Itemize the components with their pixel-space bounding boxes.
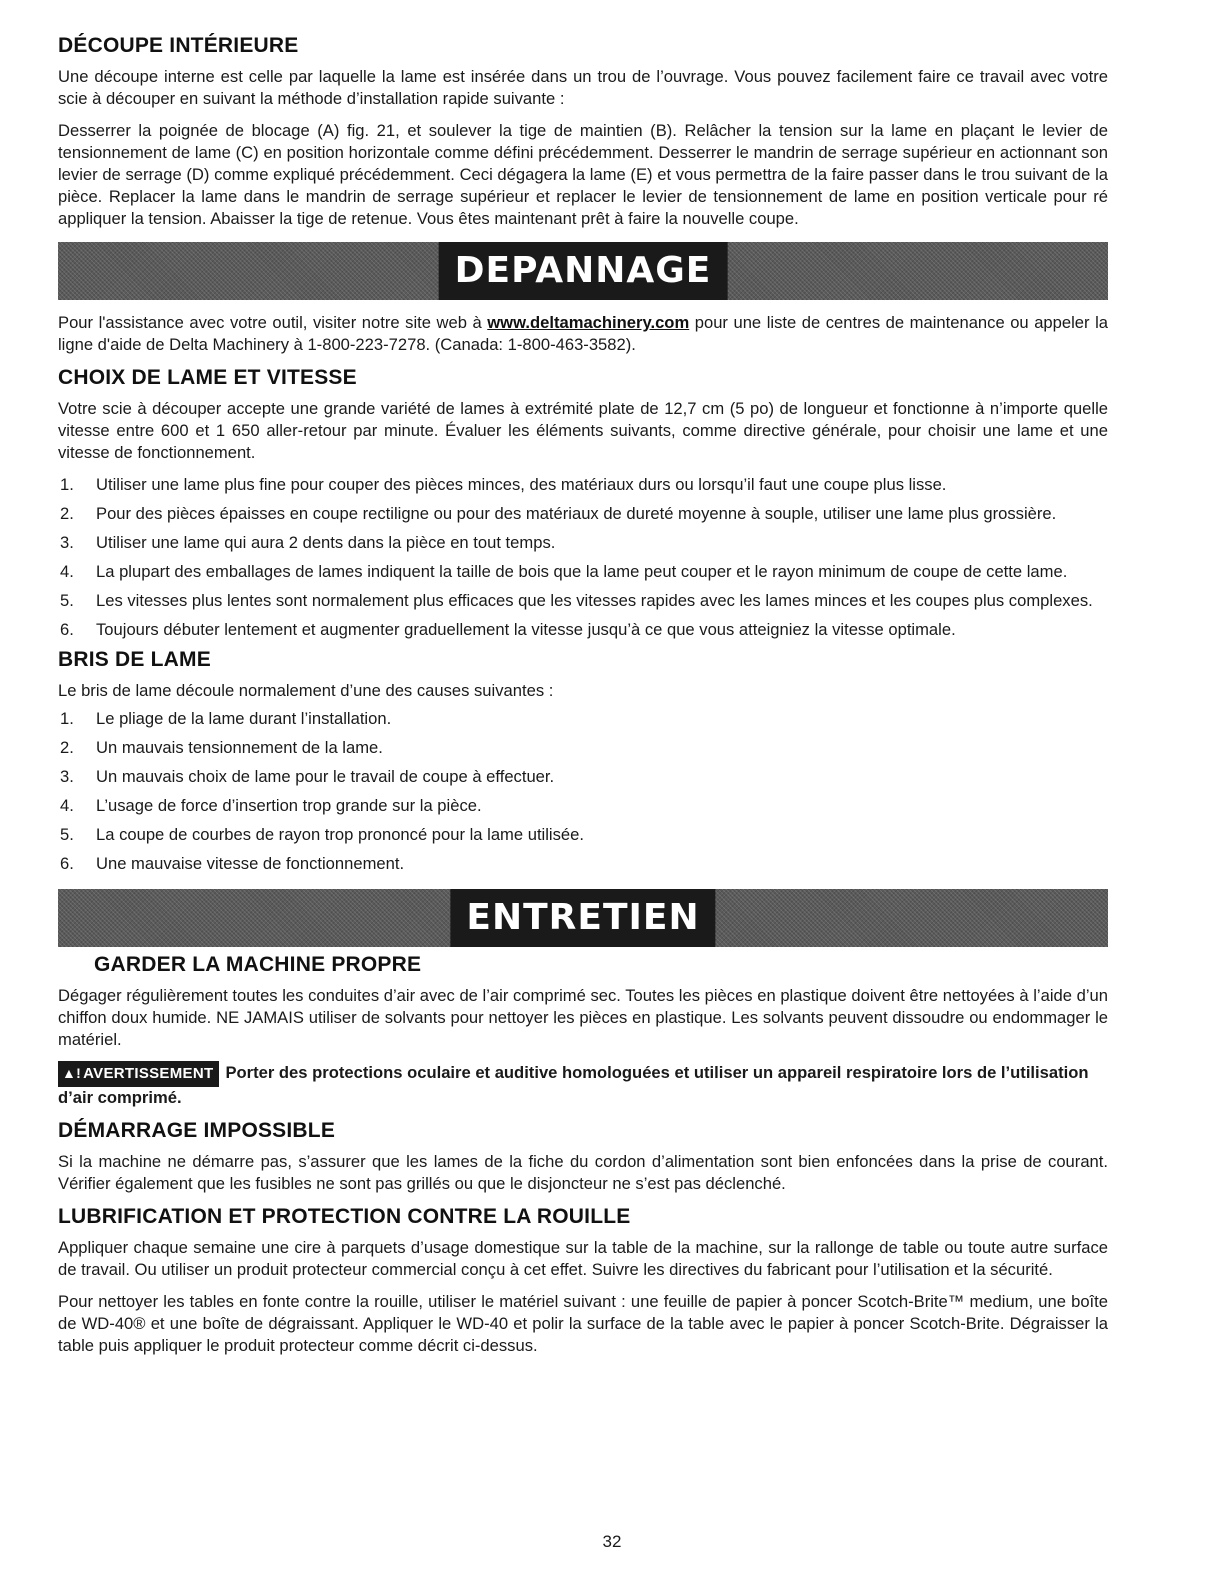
list-item-number: 5. (60, 825, 74, 844)
list-item-text: Utiliser une lame plus fine pour couper des pièces minces, des matériaux durs ou lorsqu’il faut une coupe plus lisse. (96, 475, 947, 494)
list-item-number: 2. (60, 738, 74, 757)
depannage-intro (58, 312, 1108, 356)
list-item-text: Le pliage de la lame durant l’installation. (96, 709, 392, 728)
list-item-text: La coupe de courbes de rayon trop prononcé pour la lame utilisée. (96, 825, 584, 844)
page-number: 32 (602, 1532, 622, 1551)
list-item-number: 4. (60, 796, 74, 815)
list-item (58, 737, 1108, 759)
depannage-intro-after: pour une liste de centres de maintenance ou appeler la ligne d'aide de Delta Machinery à 1-800-223-7278. (Canada: 1-800-463-3582). (58, 313, 1108, 354)
depannage-banner (58, 242, 1108, 300)
list-item-number: 5. (60, 591, 74, 610)
section-title-demarrage: DÉMARRAGE IMPOSSIBLE (58, 1119, 336, 1142)
list-item-text: Un mauvais tensionnement de la lame. (96, 738, 383, 757)
decoupe-paragraph-2: Desserrer la poignée de blocage (A) fig. 21, et soulever la tige de maintien (B). Relâcher la tension sur la lame en plaçant le levier de tensionnement de lame (C) en position horizontale comme défini précédemment. Desserrer le mandrin de serrage supérieur en actionnant son levier de serrage (D) comme expliqué précédemment. Ceci dégagera la lame (E) et vous permettra de la faire passer dans le trou suivant de la pièce. Replacer la lame dans le mandrin de serrage supérieur et replacer le levier de tensionnement de lame en position verticale pour ré appliquer la tension. Abaisser la tige de retenue. Vous êtes maintenant prêt à faire la nouvelle coupe. (58, 121, 1108, 228)
list-item-text: La plupart des emballages de lames indiquent la taille de bois que la lame peut couper et le rayon minimum de coupe de cette lame. (96, 562, 1068, 581)
list-item-text: Toujours débuter lentement et augmenter graduellement la vitesse jusqu’à ce que vous atteigniez la vitesse optimale. (96, 620, 956, 639)
bris-list (58, 708, 1108, 875)
lubrification-paragraph-2: Pour nettoyer les tables en fonte contre la rouille, utiliser le matériel suivant : une feuille de papier à poncer Scotch-Brite™ medium, une boîte de WD-40® et une boîte de dégraissant. Appliquer le WD-40 et polir la surface de la table avec le papier à poncer Scotch-Brite. Dégraisser la table puis appliquer le produit protecteur comme décrit ci-dessus. (58, 1292, 1108, 1355)
list-item-number: 2. (60, 504, 74, 523)
list-item (58, 561, 1108, 583)
list-item-text: L’usage de force d’insertion trop grande sur la pièce. (96, 796, 482, 815)
list-item (58, 474, 1108, 496)
depannage-banner-label: DEPANNAGE (439, 242, 728, 300)
list-item-number: 4. (60, 562, 74, 581)
list-item-text: Un mauvais choix de lame pour le travail de coupe à effectuer. (96, 767, 555, 786)
list-item (58, 766, 1108, 788)
list-item (58, 590, 1108, 612)
demarrage-paragraph: Si la machine ne démarre pas, s’assurer que les lames de la fiche du cordon d’alimentation sont bien enfoncées dans la prise de courant. Vérifier également que les fusibles ne sont pas grillés ou que le disjoncteur ne s’est pas déclenché. (58, 1152, 1108, 1193)
warning-text: Porter des protections oculaire et auditive homologuées et utiliser un appareil respiratoire lors de l’utilisation d’air comprimé. (58, 1063, 1089, 1107)
list-item (58, 708, 1108, 730)
list-item-number: 3. (60, 533, 74, 552)
page-content (58, 34, 1108, 1367)
list-item-number: 6. (60, 854, 74, 873)
decoupe-paragraph-1: Une découpe interne est celle par laquelle la lame est insérée dans un trou de l’ouvrage. Vous pouvez facilement faire ce travail avec votre scie à découper en suivant la méthode d’installation rapide suivante : (58, 67, 1108, 108)
list-item-number: 6. (60, 620, 74, 639)
list-item (58, 503, 1108, 525)
entretien-banner-label: ENTRETIEN (450, 889, 715, 947)
lubrification-paragraph-1: Appliquer chaque semaine une cire à parquets d’usage domestique sur la table de la machine, sur la rallonge de table ou toute autre surface de travail. Ou utiliser un produit protecteur commercial conçu à cet effet. Suivre les directives du fabricant pour l’utilisation et la sécurité. (58, 1238, 1108, 1279)
entretien-banner (58, 889, 1108, 947)
list-item-text: Une mauvaise vitesse de fonctionnement. (96, 854, 405, 873)
list-item (58, 619, 1108, 641)
garder-paragraph: Dégager régulièrement toutes les conduites d’air avec de l’air comprimé sec. Toutes les pièces en plastique doivent être nettoyées à l’aide d’un chiffon doux humide. NE JAMAIS utiliser de solvants pour nettoyer les pièces en plastique. Les solvants peuvent dissoudre ou endommager le matériel. (58, 986, 1108, 1049)
depannage-intro-before: Pour l'assistance avec votre outil, visiter notre site web à (58, 313, 488, 332)
warning-triangle-icon: ▲! (62, 1065, 82, 1081)
choix-list (58, 474, 1108, 641)
website-link[interactable]: www.deltamachinery.com (487, 313, 690, 332)
list-item-number: 1. (60, 709, 74, 728)
choix-intro: Votre scie à découper accepte une grande variété de lames à extrémité plate de 12,7 cm (5 po) de longueur et fonctionne à n’importe quelle vitesse entre 600 et 1 650 aller-retour par minute. Évaluer les éléments suivants, comme directive générale, pour choisir une lame et une vitesse de fonctionnement. (58, 399, 1108, 462)
section-title-lubrification: LUBRIFICATION ET PROTECTION CONTRE LA ROUILLE (58, 1205, 631, 1228)
section-title-bris: BRIS DE LAME (58, 648, 211, 671)
list-item (58, 795, 1108, 817)
list-item-text: Les vitesses plus lentes sont normalement plus efficaces que les vitesses rapides avec les lames minces et les coupes plus complexes. (96, 591, 1093, 610)
list-item-number: 3. (60, 767, 74, 786)
section-title-decoupe: DÉCOUPE INTÉRIEURE (58, 34, 299, 57)
list-item (58, 532, 1108, 554)
warning-notice (58, 1061, 1108, 1109)
list-item (58, 853, 1108, 875)
bris-intro: Le bris de lame découle normalement d’une des causes suivantes : (58, 681, 554, 700)
list-item-number: 1. (60, 475, 74, 494)
warning-badge (58, 1061, 219, 1087)
list-item-text: Utiliser une lame qui aura 2 dents dans la pièce en tout temps. (96, 533, 556, 552)
section-title-garder: GARDER LA MACHINE PROPRE (94, 953, 422, 976)
section-title-choix: CHOIX DE LAME ET VITESSE (58, 366, 357, 389)
list-item (58, 824, 1108, 846)
list-item-text: Pour des pièces épaisses en coupe rectiligne ou pour des matériaux de dureté moyenne à souple, utiliser une lame plus grossière. (96, 504, 1057, 523)
warning-badge-label: AVERTISSEMENT (83, 1065, 214, 1082)
